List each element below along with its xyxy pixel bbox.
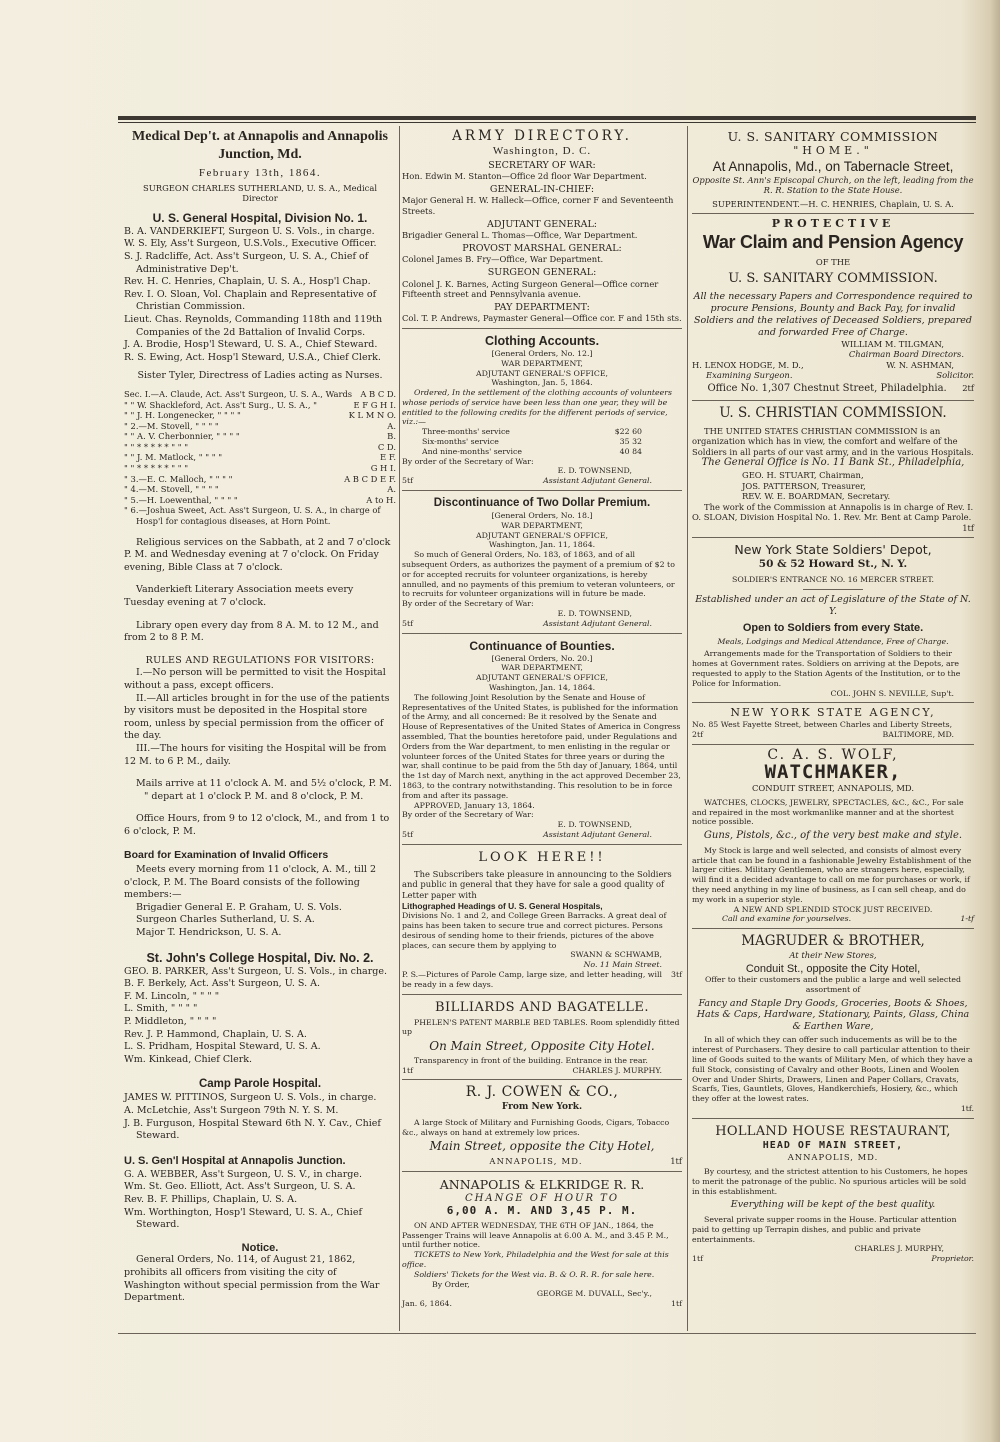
magruder-location: Conduit St., opposite the City Hotel, [745,962,921,975]
clothing-heading: Clothing Accounts. [484,333,600,348]
nysd-heading: New York State Soldiers' Depot, [734,542,932,558]
cowen-text: A large Stock of Military and Furnishing Goods, Cigars, Tobacco &c., always on hand at extremely low prices. [402,1117,670,1137]
credit-row [422,447,642,457]
wolf-new-stock: A NEW AND SPLENDID STOCK JUST RECEIVED. [733,904,933,914]
holland-sub: HEAD OF MAIN STREET, [762,1139,904,1151]
division-1-heading: U. S. General Hospital, Division No. 1. [152,210,368,225]
usc-solicitor-title: Solicitor. [936,370,974,381]
mails-arrive: Mails arrive at 11 o'clock A. M. and 5½ o'clock, P. M. [136,778,392,790]
ward-surgeon: " " * * * * * " " " [124,441,189,452]
army-office-title: ADJUTANT GENERAL: [487,218,597,230]
christian-heading: U. S. CHRISTIAN COMMISSION. [719,404,947,421]
staff-line: A. McLetchie, Ass't Surgeon 79th N. Y. S. M. [124,1105,339,1116]
army-office-title: SURGEON GENERAL: [487,266,597,278]
look-here-tag: 3tf [671,969,682,979]
wolf-call: Call and examine for yourselves. [722,914,852,924]
army-office-holder: Hon. Edwin M. Stanton—Office 2d floor War Department. [402,171,647,182]
cowen-heading: R. J. COWEN & CO., [465,1084,619,1101]
order-line: ADJUTANT GENERAL'S OFFICE, [476,368,608,378]
ward-surgeon: " " A. V. Cherbonnier, " " " " [124,431,240,442]
staff-line: GEO. B. PARKER, Ass't Surgeon, U. S. Vols., in charge. [124,965,387,977]
usc-chairman: WILLIAM M. TILGMAN, [841,338,944,349]
ward-row [124,410,396,421]
staff-line: F. M. Lincoln, " " " " [124,990,220,1002]
ward-row [124,452,396,463]
railroad-date: Jan. 6, 1864. [402,1299,452,1309]
board-member: Surgeon Charles Sutherland, U. S. A. [136,914,315,926]
wolf-heading: C. A. S. WOLF, [767,746,899,763]
literary-association: Vanderkieft Literary Association meets every Tuesday evening at 7 o'clock. [124,584,354,608]
holland-city: ANNAPOLIS, MD. [787,1152,879,1163]
ward-letters: A B C D. [360,388,396,399]
ward-row [124,431,396,442]
staff-line: Lieut. Chas. Reynolds, Commanding 118th and 119th Companies of the 2d Battalion of Invalid Corps. [124,313,383,338]
discontinuance-signature: E. D. TOWNSEND, [557,609,632,619]
wolf-tag: 1-tf [960,914,974,924]
board-member: Brigadier General E. P. Graham, U. S. Vols. [136,901,342,913]
office-hours: Office Hours, from 9 to 12 o'clock, M., and from 1 to 6 o'clock, P. M. [124,813,390,837]
wolf-guns: Guns, Pistols, &c., of the very best make and style. [703,830,963,842]
army-office-title: SECRETARY OF WAR: [488,159,596,171]
railroad-tag: 1tf [671,1299,682,1309]
staff-line: Wm. St. Geo. Elliott, Act. Ass't Surgeon, U. S. A. [124,1181,356,1193]
usc-heading: U. S. SANITARY COMMISSION. [728,270,938,286]
discontinuance-text: So much of General Orders, No. 183, of 1863, and of all subsequent Orders, as authorizes the payment of a premium of $2 to or for accepted recruits for volunteer organizations, is hereby annulled, and no payments of this premium to veteran volunteers, or to recruits for volunteer organizations will in future be made. [402,550,675,599]
ward-letters: A B C D E F. [344,473,396,484]
nysa-tag: 2tf [692,729,703,739]
railroad-tickets: TICKETS to New York, Philadelphia and the West for sale at this office. [402,1250,669,1270]
notice-text: General Orders, No. 114, of August 21, 1862, prohibits all officers from visiting the city of Washington without special permission from the War Department. [124,1254,380,1304]
clothing-text: Ordered, In the settlement of the clothing accounts of volunteers whose periods of service have been less than one year, they will be entitled to the following credits for the different periods of service, viz.:— [402,388,672,427]
medical-director: SURGEON CHARLES SUTHERLAND, U. S. A., Medical Director [142,182,378,204]
usc-surgeon: H. LENOX HODGE, M. D., [692,359,804,370]
top-rule-thin [118,122,976,123]
clothing-by-order: By order of the Secretary of War: [402,456,534,466]
order-line: WAR DEPARTMENT, [501,663,583,673]
staff-line: Rev. H. C. Henries, Chaplain, U. S. A., Hosp'l Chap. [124,276,371,288]
army-office-holder: Col. T. P. Andrews, Paymaster General—Office cor. F and 15th sts. [402,313,682,324]
army-directory-list [402,161,682,324]
credit-value: 40 84 [619,446,642,456]
rule-item: I.—No person will be permitted to visit the Hospital without a pass, except officers. [124,667,386,691]
discontinuance-by-order: By order of the Secretary of War: [402,599,534,609]
magruder-text: In all of which they can offer such inducements as will be to the interest of Purchasers. They desire to call particular attention to their line of Goods suited to the wants of Military Men, of which they have a full Stock, consisting of Cavalry and other Boots, Linen and Woolen Over and Under Shirts, Drawers, Linen and Paper Collars, Cravats, Scarfs, Ties, Gauntlets, Gloves, Handkerchiefs, Hosiery, &c., which they offer at the lowest rates. [692,1035,973,1104]
clothing-tag: 5tf [402,476,413,486]
of-the: OF THE [815,256,851,267]
ward-surgeon: " 2.—M. Stovell, " " " " [124,420,219,431]
column-divider [687,126,688,1331]
clothing-signature: E. D. TOWNSEND, [557,466,632,476]
army-office-title: PROVOST MARSHAL GENERAL: [462,242,622,254]
nysd-signature: COL. JOHN S. NEVILLE, Sup't. [830,688,954,698]
army-office-title: PAY DEPARTMENT: [494,301,590,313]
sanitary-location-2: Opposite St. Ann's Episcopal Church, on the left, leading from the R. R. Station to the State House. [692,174,974,196]
magruder-offer: Offer to their customers and the public a large and well selected assortment of [705,975,961,995]
nysa-address: No. 85 West Fayette Street, between Charles and Liberty Streets, [692,720,953,730]
holland-tag: 1tf [692,1254,703,1264]
ward-letters: E F. [380,452,396,463]
railroad-heading: ANNAPOLIS & ELKRIDGE R. R. [439,1176,645,1192]
nysa-city: BALTIMORE, MD. [882,729,954,739]
bounties-by-order: By order of the Secretary of War: [402,810,534,820]
order-line: ADJUTANT GENERAL'S OFFICE, [476,530,608,540]
sanitary-home: "HOME." [793,144,873,157]
discontinuance-heading: Discontinuance of Two Dollar Premium. [433,497,651,510]
railroad-by-order: By Order, [432,1279,470,1289]
look-here-text-2: Divisions No. 1 and 2, and College Green Barracks. A great deal of pains has been taken to secure true and correct pictures. Persons desirous of sending home to their friends, pictures of the above places, can secure them by applying to [402,911,667,950]
ward-letters: E F G H I. [353,399,396,410]
ward-row [124,421,396,432]
staff-line: J. A. Brodie, Hosp'l Steward, U. S. A., Chief Steward. [124,339,378,351]
ward-row [124,463,396,474]
credit-label: Three-months' service [422,427,510,437]
bounties-signature: E. D. TOWNSEND, [557,820,632,830]
billiards-tag: 1tf [402,1065,413,1075]
credit-value: $22 60 [614,427,642,437]
contagious-hospital: " 6.—Joshua Sweet, Act. Ass't Surgeon, U. S. A., in charge of Hosp'l for contagious diseases, at Horn Point. [124,505,381,527]
christian-tag: 1tf [962,522,974,533]
sanitary-heading: U. S. SANITARY COMMISSION [727,129,939,144]
ward-row [124,389,396,400]
order-line: Washington, Jan. 5, 1864. [491,378,593,388]
nysd-address: 50 & 52 Howard St., N. Y. [758,558,908,571]
christian-staff [692,470,974,502]
nysa-heading: NEW YORK STATE AGENCY, [730,706,936,720]
staff-line: JOS. PATTERSON, Treasurer, [742,480,866,491]
mails-depart: " depart at 1 o'clock P. M. and 8 o'clock, P. M. [144,790,364,802]
order-line: [General Orders, No. 18.] [491,511,593,521]
ward-letters: A. [387,420,396,431]
staff-line: Wm. Worthington, Hosp'l Steward, U. S. A., Chief Steward. [124,1206,362,1231]
ward-surgeon: " " W. Shackleford, Act. Ass't Surg., U. S. A., " [124,399,317,410]
usc-solicitor: W. N. ASHMAN, [886,359,954,370]
staff-line: L. Smith, " " " " [124,1003,198,1015]
bounties-text: The following Joint Resolution by the Senate and House of Representatives of the United States, is published for the information of the Army, and all concerned: Be it resolved by the Senate and House of Representatives of the United States of America in Congress assembled, That the bounties heretofore paid, under Regulations and Orders from the War department, to men enlisting in the regular or volunteer forces of the United States for three years or during the war, shall continue to be paid from the 5th day of January, 1864, until the 1st day of March next, anything in the act approved December 23, 1863, to the contrary notwithstanding. This resolution to be in force from and after its passage. [402,692,681,800]
junction-heading: U. S. Gen'l Hospital at Annapolis Junction. [124,1154,346,1167]
army-office-holder: Colonel J. K. Barnes, Acting Surgeon General—Office corner Fifteenth street and Pennsylvania avenue. [402,278,659,300]
army-directory-heading: ARMY DIRECTORY. [452,128,632,144]
staff-line: Rev. B. F. Phillips, Chaplain, U. S. A. [124,1193,298,1205]
look-here-heading: LOOK HERE!! [478,849,606,865]
billiards-location: On Main Street, Opposite City Hotel. [429,1039,655,1054]
rule-item: III.—The hours for visiting the Hospital will be from 12 M. to 6 P. M., daily. [124,742,387,767]
usc-office: Office No. 1,307 Chestnut Street, Philadelphia. [707,382,947,394]
camp-parole-staff [124,1092,396,1142]
credit-row [422,427,642,437]
order-line: WAR DEPARTMENT, [501,520,583,530]
nurses-line: Sister Tyler, Directress of Ladies acting as Nurses. [137,370,383,382]
cowen-city: ANNAPOLIS, MD. [489,1156,583,1167]
billiards-text: PHELEN'S PATENT MARBLE BED TABLES. Room splendidly fitted up [402,1017,680,1037]
ward-letters: A to H. [366,494,396,505]
nysd-established: Established under an act of Legislature of the State of N. Y. [695,593,971,618]
cowen-sub: From New York. [501,1102,583,1113]
sanitary-superintendent: SUPERINTENDENT.—H. C. HENRIES, Chaplain, U. S. A. [712,198,954,209]
discontinuance-order-header [402,511,682,550]
look-here-address: No. 11 Main Street. [583,960,662,970]
magruder-heading: MAGRUDER & BROTHER, [741,933,925,950]
staff-line: GEO. H. STUART, Chairman, [742,469,864,480]
staff-line: REV. W. E. BOARDMAN, Secretary. [742,491,891,502]
look-here-bold: Lithographed Headings of U. S. General Hospitals, [402,900,603,911]
ward-surgeon: " " J. M. Matlock, " " " " [124,452,223,463]
top-rule [118,116,976,120]
board-heading: Board for Examination of Invalid Officers [124,848,329,861]
staff-line: B. A. VANDERKIEFT, Surgeon U. S. Vols., in charge. [124,225,375,237]
ward-letters: A. [387,484,396,495]
discontinuance-tag: 5tf [402,618,413,628]
ward-letters: G H I. [370,463,396,474]
billiards-signature: CHARLES J. MURPHY. [572,1065,662,1075]
division-1-staff [124,226,396,365]
date-line: February 13th, 1864. [198,167,322,179]
credit-row [422,437,642,447]
usc-tag: 2tf [962,382,974,393]
rules-heading: RULES AND REGULATIONS FOR VISITORS: [145,654,375,666]
usc-surgeon-title: Examining Surgeon. [706,370,793,381]
army-office-holder: Colonel James B. Fry—Office, War Department. [402,254,604,265]
holland-text-2: Several private supper rooms in the House. Particular attention paid to getting up Terrapin dishes, and public and private entertainments. [692,1214,957,1244]
wolf-text: WATCHES, CLOCKS, JEWELRY, SPECTACLES, &C., &C., For sale and repaired in the most workmanlike manner and at the shortest notice possible. [692,797,964,827]
christian-note: The work of the Commission at Annapolis is in charge of Rev. I. O. SLOAN, Division Hospital No. 1. Rev. Mr. Bent at Camp Parole. [692,501,974,523]
sanitary-location: At Annapolis, Md., on Tabernacle Street, [712,158,954,174]
order-line: Washington, Jan. 14, 1864. [488,683,596,693]
order-line: ADJUTANT GENERAL'S OFFICE, [476,673,608,683]
protective-heading: PROTECTIVE [771,217,895,231]
cowen-location: Main Street, opposite the City Hotel, [429,1139,655,1154]
credit-label: And nine-months' service [422,446,523,456]
railroad-soldiers: Soldiers' Tickets for the West via. B. & O. R. R. for sale here. [414,1269,655,1279]
holland-text: By courtesy, and the strictest attention to his Customers, he hopes to merit the patronage of the public. No spurious articles will be sold in this establishment. [692,1167,968,1196]
railroad-signature: GEORGE M. DUVALL, Sec'y., [536,1289,652,1299]
magruder-sub: At their New Stores, [789,950,877,961]
board-member: Major T. Hendrickson, U. S. A. [136,927,282,939]
ward-row [124,484,396,495]
column-left [124,128,396,1305]
magruder-tag: 1tf. [960,1104,974,1114]
column-right [692,128,974,1264]
billiards-transparency: Transparency in front of the building. Entrance in the rear. [414,1055,648,1065]
christian-text: THE UNITED STATES CHRISTIAN COMMISSION is an organization which has in view, the comfort and welfare of the Soldiers in all parts of our vast army, and in the various Hospitals. [692,425,974,457]
christian-office: The General Office is No. 11 Bank St., Philadelphia, [701,457,965,469]
army-office-title: GENERAL-IN-CHIEF: [489,183,595,195]
rules-list [124,667,396,768]
bounties-approved: APPROVED, January 13, 1864. [414,800,535,810]
railroad-sub: CHANGE OF HOUR TO [464,1192,620,1204]
army-office-holder: Brigadier General L. Thomas—Office, War Department. [402,230,638,241]
junction-staff [124,1169,396,1232]
nysd-open: Open to Soldiers from every State. [742,622,924,635]
staff-line: R. S. Ewing, Act. Hosp'l Steward, U.S.A., Chief Clerk. [124,351,381,363]
war-claim-heading: War Claim and Pension Agency [702,231,964,252]
column-middle [402,128,682,1309]
credit-value: 35 32 [619,437,642,447]
order-line: [General Orders, No. 20.] [491,653,593,663]
holland-proprietor: Proprietor. [931,1254,974,1264]
usc-text: All the necessary Papers and Correspondence required to procure Pensions, Bounty and Back Pay, for invalid Soldiers and the relatives of Deceased Soldiers, prepared and forwarded Free of Charge. [693,290,973,338]
staff-line: Wm. Kinkead, Chief Clerk. [124,1053,253,1065]
order-line: [General Orders, No. 12.] [491,348,593,358]
staff-line: W. S. Ely, Ass't Surgeon, U.S.Vols., Executive Officer. [124,238,377,250]
ward-row [124,495,396,506]
ward-letters: K L M N O. [348,410,396,421]
wolf-title: WATCHMAKER, [764,761,902,784]
staff-line: G. A. WEBBER, Ass't Surgeon, U. S. V., in charge. [124,1168,362,1180]
staff-line: S. J. Radcliffe, Act. Ass't Surgeon, U. S. A., Chief of Administrative Dep't. [124,250,369,275]
staff-line: L. S. Pridham, Hospital Steward, U. S. A. [124,1041,321,1053]
ward-letters: B. [387,431,396,442]
ward-row [124,442,396,453]
ward-surgeon: " " J. H. Longenecker, " " " " [124,410,241,421]
bounties-heading: Continuance of Bounties. [469,638,615,653]
look-here-text: The Subscribers take pleasure in announcing to the Soldiers and public in general that they have for sale a good quality of Letter paper with [402,868,672,900]
billiards-heading: BILLIARDS AND BAGATELLE. [434,999,650,1015]
staff-line: Rev. J. P. Hammond, Chaplain, U. S. A. [124,1028,307,1040]
st-johns-staff [124,966,396,1067]
religious-services: Religious services on the Sabbath, at 2 and 7 o'clock P. M. and Wednesday evening at 7 o'clock. On Friday evening, Bible Class at 7 o'clock. [124,536,391,573]
ward-row [124,474,396,485]
bounties-order-header [402,654,682,693]
ward-surgeon: " 4.—M. Stovell, " " " " [124,484,219,495]
order-line: WAR DEPARTMENT, [501,358,583,368]
holland-best: Everything will be kept of the best quality. [730,1199,936,1211]
staff-line: J. B. Furguson, Hospital Steward 6th N. Y. Cav., Chief Steward. [124,1117,381,1142]
camp-parole-heading: Camp Parole Hospital. [198,1078,322,1091]
ward-surgeon: " 5.—H. Loewenthal, " " " " [124,494,238,505]
bounties-tag: 5tf [402,829,413,839]
staff-line: P. Middleton, " " " " [124,1016,217,1028]
staff-line: B. F. Berkely, Act. Ass't Surgeon, U. S. A. [124,978,320,990]
board-text: Meets every morning from 11 o'clock, A. M., till 2 o'clock, P. M. The Board consists of the following members:— [124,864,376,901]
rule-item: II.—All articles brought in for the use of the patients by visitors must be deposited in the Hospital store room, unless by special permission from the officer of the day. [124,692,390,742]
bounties-signature-title: Assistant Adjutant General. [543,829,652,839]
army-office-holder: Major General H. W. Halleck—Office, corner F and Seventeenth Streets. [402,195,674,216]
staff-line: Rev. I. O. Sloan, Vol. Chaplain and Representative of Christian Commission. [124,288,377,313]
ward-surgeon: " 3.—E. C. Malloch, " " " " [124,473,233,484]
ward-list [124,389,396,506]
railroad-time: 6,00 A. M. AND 3,45 P. M. [446,1204,638,1218]
wolf-text-2: My Stock is large and well selected, and consists of almost every article that can be found in a fashionable Jewelry Establishment of the larger cities. Military Gentlemen, who are strangers here, especially, will find it a decided advantage to call on me for purchases or work, if they need anything in my line of business, as I can sell cheap, and do my work in a superior style. [692,845,972,904]
ward-letters: C D. [377,441,396,452]
wolf-location: CONDUIT STREET, ANNAPOLIS, MD. [751,783,914,794]
holland-heading: HOLLAND HOUSE RESTAURANT, [715,1123,951,1139]
clothing-order-header [402,349,682,388]
board-members [124,902,396,940]
order-line: Washington, Jan. 11, 1864. [488,540,596,550]
ward-surgeon: " " * * * * * " " " [124,463,189,474]
credit-label: Six-months' service [422,437,499,447]
discontinuance-signature-title: Assistant Adjutant General. [543,618,652,628]
bottom-rule [118,1333,976,1334]
magruder-goods: Fancy and Staple Dry Goods, Groceries, Boots & Shoes, Hats & Caps, Hardware, Stationary, Paints, Glass, China & Earthen Ware, [696,997,970,1032]
medical-dept-title: Medical Dep't. at Annapolis and Annapolis Junction, Md. [132,129,388,162]
look-here-signature: SWANN & SCHWAMB, [570,950,662,960]
st-johns-heading: St. John's College Hospital, Div. No. 2. [146,950,374,965]
staff-line: JAMES W. PITTINOS, Surgeon U. S. Vols., in charge. [124,1092,377,1104]
usc-chairman-title: Chairman Board Directors. [848,349,964,360]
ward-surgeon: Sec. I.—A. Claude, Act. Ass't Surgeon, U. S. A., Wards [124,388,353,399]
nysd-entrance: SOLDIER'S ENTRANCE NO. 16 MERCER STREET. [732,575,934,585]
cowen-tag: 1tf [670,1156,682,1167]
railroad-text: ON AND AFTER WEDNESDAY, THE 6TH OF JAN., 1864, the Passenger Trains will leave Annapolis at 6.00 A. M., and 3.45 P. M., until further notice. [402,1220,669,1250]
nysd-text: Arrangements made for the Transportation of Soldiers to their homes at Government rates. Soldiers on arriving at the Depots, are requested to apply to the Station Agents of the Institution, or to the Police for Information. [692,649,961,688]
library-hours: Library open every day from 8 A. M. to 12 M., and from 2 to 8 P. M. [124,619,379,644]
ward-row [124,400,396,411]
column-divider [399,126,400,1331]
look-here-ps: P. S.—Pictures of Parole Camp, large size, and letter heading, will be ready in a few days. [402,969,662,989]
holland-signature: CHARLES J. MURPHY, [854,1244,944,1254]
nysd-meals: Meals, Lodgings and Medical Attendance, Free of Charge. [717,636,949,646]
army-directory-sub: Washington, D. C. [492,145,592,157]
notice-heading: Notice. [241,1241,279,1254]
clothing-credits [402,427,682,456]
clothing-signature-title: Assistant Adjutant General. [543,476,652,486]
